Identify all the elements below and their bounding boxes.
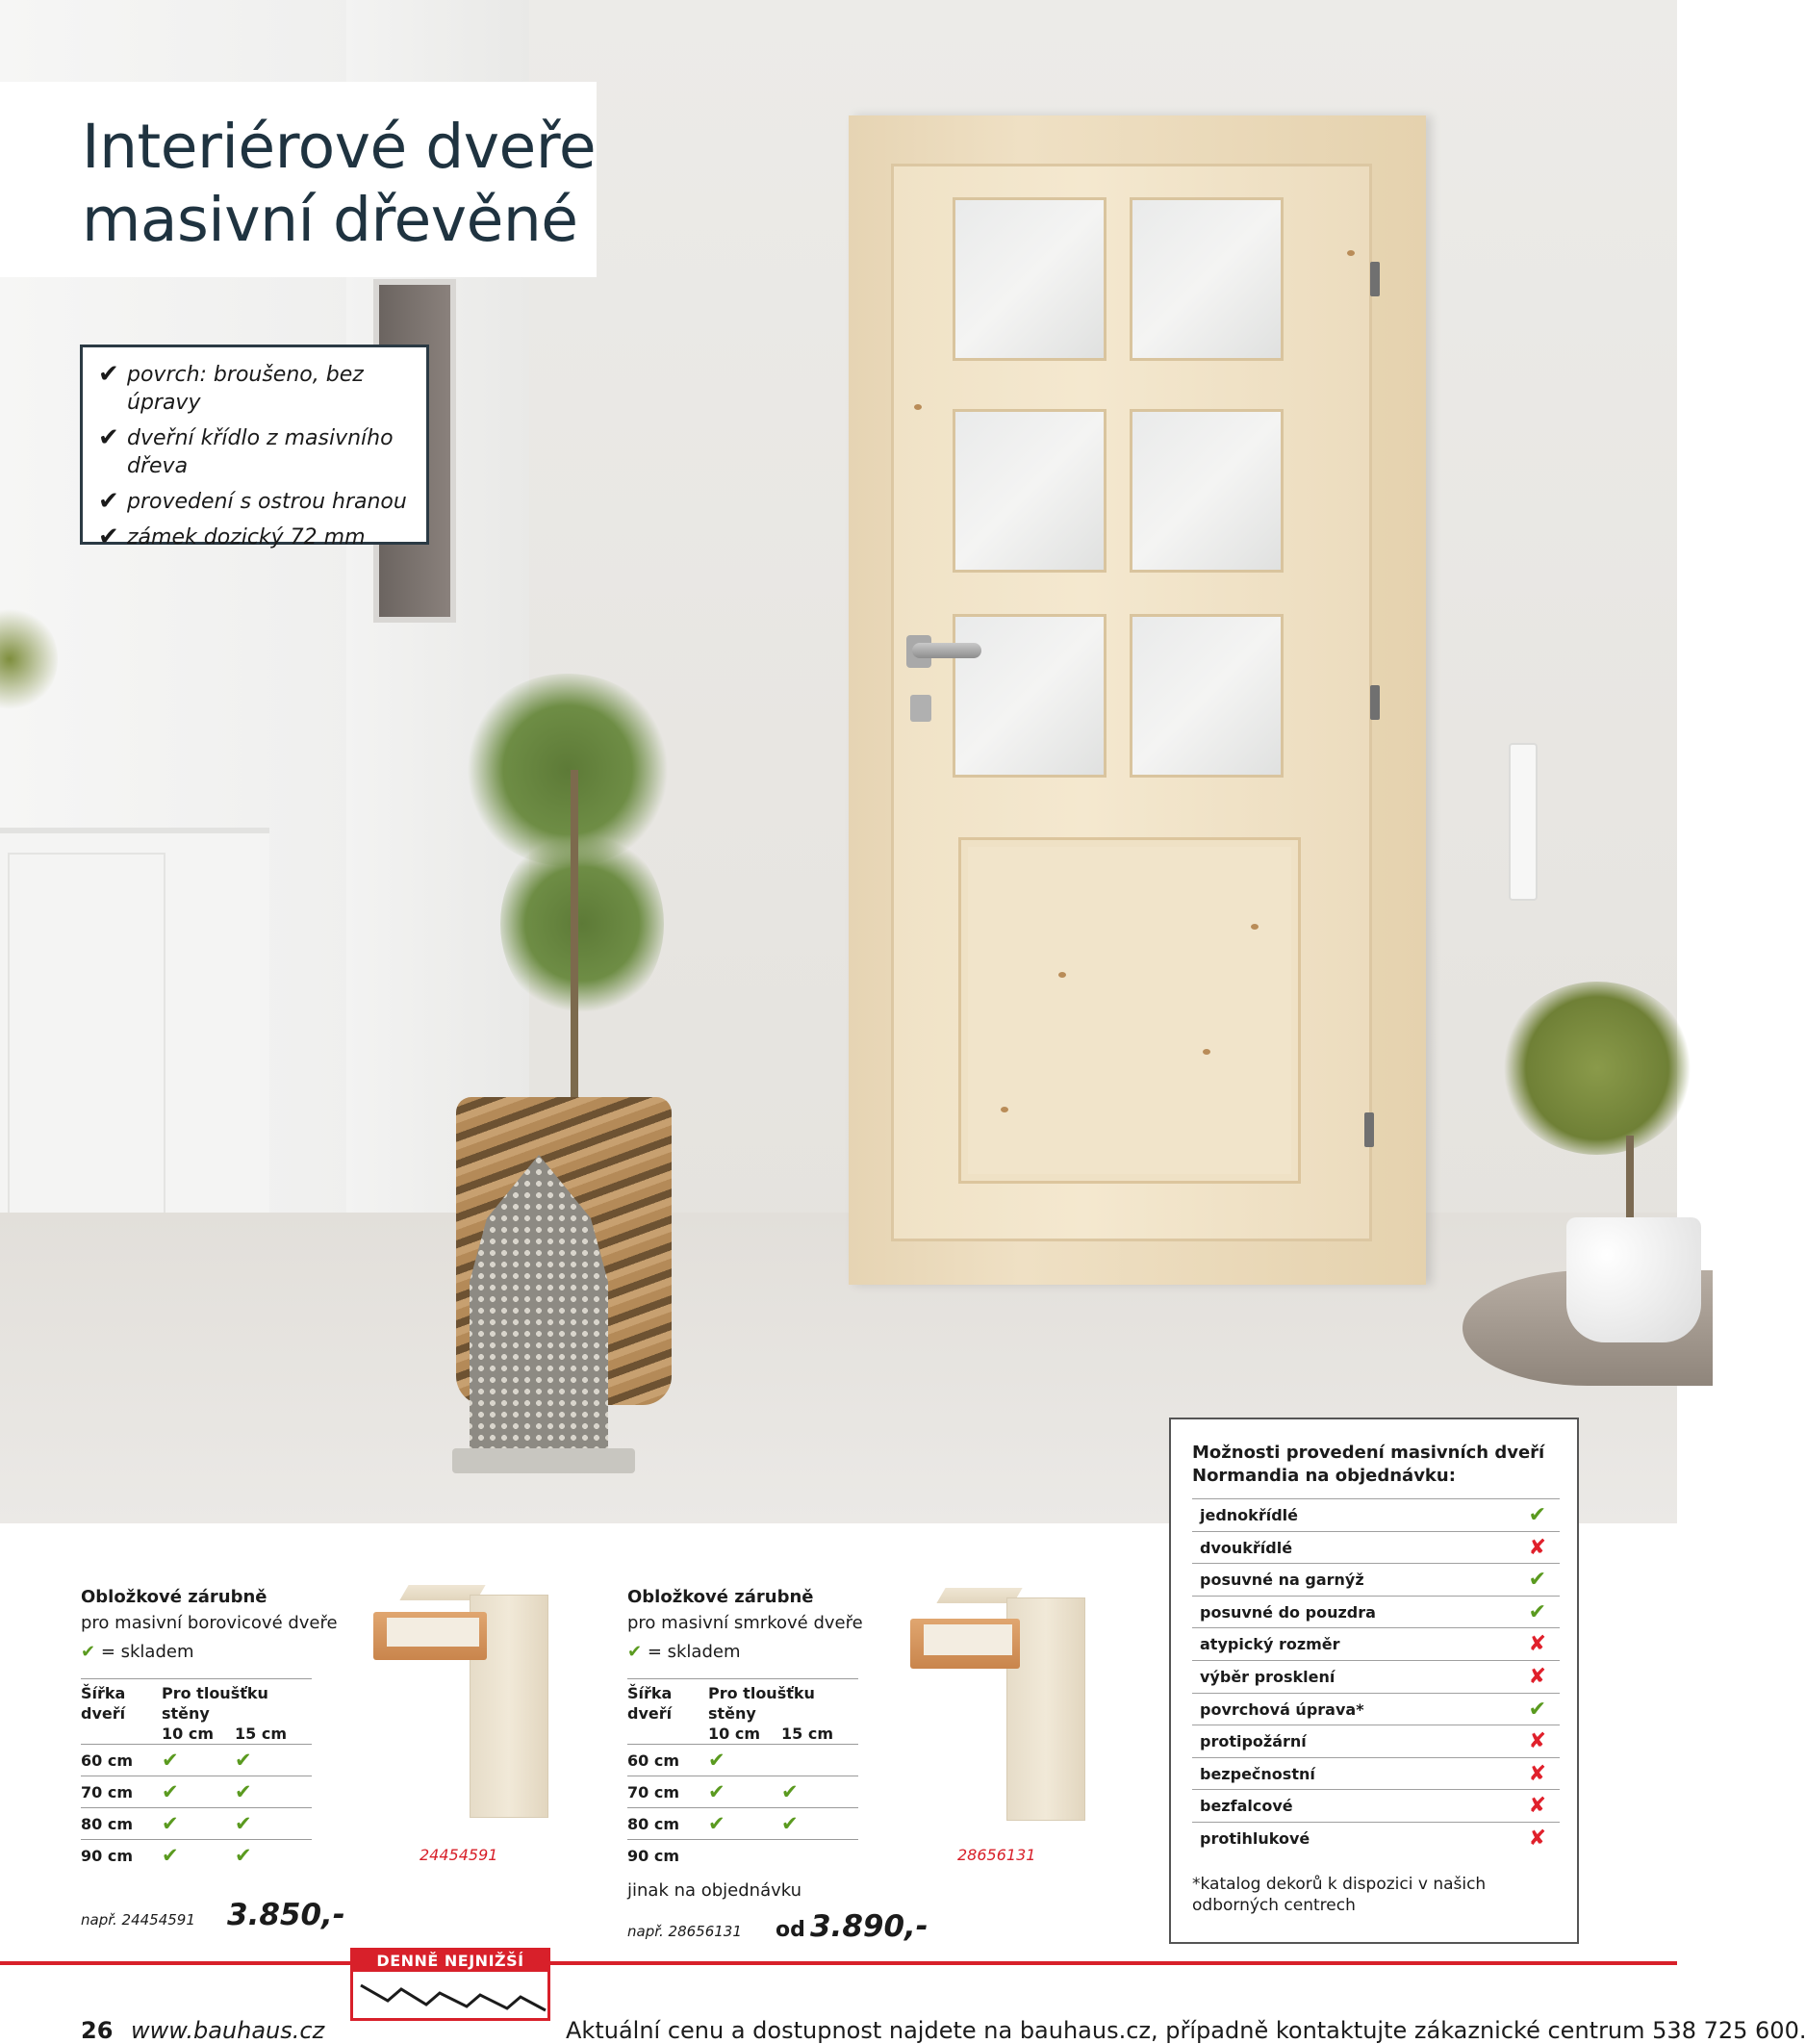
light-switch bbox=[1509, 743, 1538, 901]
size-row bbox=[81, 1745, 312, 1776]
product-title: Obložkové zárubně bbox=[627, 1587, 814, 1607]
col-15-header: 15 cm bbox=[235, 1725, 287, 1743]
page-title bbox=[82, 111, 596, 257]
feature-item: ✔ povrch: broušeno, bez úpravy bbox=[98, 360, 364, 415]
option-label: výběr prosklení bbox=[1200, 1668, 1335, 1686]
option-label: jednokřídlé bbox=[1200, 1506, 1298, 1524]
size-width: 70 cm bbox=[627, 1776, 708, 1808]
check-icon: ✔ bbox=[162, 1808, 235, 1840]
title-card bbox=[0, 82, 597, 277]
empty-cell bbox=[781, 1745, 858, 1776]
feature-item: ✔ dveřní křídlo z masivního dřeva bbox=[98, 423, 394, 478]
size-width: 90 cm bbox=[81, 1840, 162, 1872]
size-row bbox=[81, 1840, 312, 1872]
check-icon: ✔ bbox=[98, 523, 119, 551]
option-row bbox=[1192, 1660, 1560, 1693]
option-row bbox=[1192, 1725, 1560, 1757]
features-list bbox=[98, 361, 417, 551]
frame-profile-image-1 bbox=[366, 1583, 577, 1824]
option-row bbox=[1192, 1822, 1560, 1854]
size-row bbox=[627, 1840, 858, 1872]
product-2 bbox=[627, 1586, 863, 1901]
check-icon: ✔ bbox=[627, 1642, 643, 1662]
order-note: jinak na objednávku bbox=[627, 1880, 802, 1901]
cross-icon: ✘ bbox=[1528, 1632, 1546, 1657]
price-chart-icon bbox=[359, 1976, 547, 2018]
cross-icon: ✘ bbox=[1528, 1761, 1546, 1786]
check-icon: ✔ bbox=[1528, 1697, 1546, 1722]
stock-legend: ✔ = skladem bbox=[627, 1642, 741, 1662]
product-2-price-row bbox=[627, 1909, 928, 1944]
cross-icon: ✘ bbox=[1528, 1794, 1546, 1819]
check-icon: ✔ bbox=[162, 1776, 235, 1808]
options-box bbox=[1169, 1418, 1579, 1944]
check-icon: ✔ bbox=[235, 1776, 312, 1808]
product-subtitle: pro masivní borovicové dveře bbox=[81, 1613, 338, 1633]
stock-legend: ✔ = skladem bbox=[81, 1642, 194, 1662]
door-handle bbox=[912, 643, 981, 658]
frame-profile-image-2 bbox=[903, 1586, 1114, 1827]
col-15-header: 15 cm bbox=[781, 1725, 833, 1743]
size-row bbox=[627, 1776, 858, 1808]
size-row bbox=[627, 1745, 858, 1776]
cross-icon: ✘ bbox=[1528, 1729, 1546, 1754]
option-label: bezpečnostní bbox=[1200, 1764, 1315, 1783]
badge-label: DENNĚ NEJNIŽŠÍ CENY bbox=[353, 1951, 547, 1972]
product-subtitle: pro masivní smrkové dveře bbox=[627, 1613, 863, 1633]
footer-disclaimer: Aktuální cenu a dostupnost najdete na bauhaus.cz, případně kontaktujte zákaznické centrum 538 725 600. bbox=[566, 2017, 1806, 2044]
check-icon: ✔ bbox=[98, 423, 119, 452]
empty-cell bbox=[708, 1840, 781, 1872]
size-width: 80 cm bbox=[627, 1808, 708, 1840]
price: 3.850,- bbox=[227, 1898, 345, 1932]
sizes-table bbox=[627, 1678, 858, 1871]
col-10-header: 10 cm bbox=[708, 1725, 760, 1743]
size-width: 60 cm bbox=[627, 1745, 708, 1776]
check-icon: ✔ bbox=[98, 360, 119, 389]
size-width: 70 cm bbox=[81, 1776, 162, 1808]
option-label: protihlukové bbox=[1200, 1829, 1310, 1848]
title-line-2: masivní dřevěné bbox=[82, 185, 578, 255]
check-icon: ✔ bbox=[235, 1840, 312, 1872]
title-line-1: Interiérové dveře bbox=[82, 112, 597, 182]
check-icon: ✔ bbox=[162, 1840, 235, 1872]
empty-cell bbox=[781, 1840, 858, 1872]
option-row bbox=[1192, 1563, 1560, 1596]
price-prefix: od bbox=[776, 1918, 805, 1942]
cross-icon: ✘ bbox=[1528, 1535, 1546, 1560]
check-icon: ✔ bbox=[781, 1776, 858, 1808]
check-icon: ✔ bbox=[98, 487, 119, 516]
option-label: dvoukřídlé bbox=[1200, 1538, 1293, 1557]
option-row bbox=[1192, 1757, 1560, 1790]
sku-2: 28656131 bbox=[957, 1846, 1036, 1864]
sizes-table bbox=[81, 1678, 312, 1871]
check-icon: ✔ bbox=[708, 1808, 781, 1840]
website-link[interactable]: www.bauhaus.cz bbox=[131, 2017, 325, 2044]
price-note: např. 28656131 bbox=[627, 1923, 742, 1940]
product-title: Obložkové zárubně bbox=[81, 1587, 267, 1607]
option-row bbox=[1192, 1596, 1560, 1628]
option-row bbox=[1192, 1498, 1560, 1531]
option-row bbox=[1192, 1693, 1560, 1725]
size-width: 60 cm bbox=[81, 1745, 162, 1776]
check-icon: ✔ bbox=[781, 1808, 858, 1840]
cross-icon: ✘ bbox=[1528, 1665, 1546, 1689]
check-icon: ✔ bbox=[81, 1642, 96, 1662]
option-label: bezfalcové bbox=[1200, 1797, 1293, 1816]
options-footnote: *katalog dekorů k dispozici v našich odborných centrech bbox=[1192, 1875, 1487, 1915]
size-row bbox=[627, 1808, 858, 1840]
price: 3.890,- bbox=[809, 1909, 928, 1944]
options-title: Možnosti provedení masivních dveří Normandia na objednávku: bbox=[1192, 1443, 1545, 1486]
option-label: atypický rozměr bbox=[1200, 1635, 1340, 1654]
product-1 bbox=[81, 1586, 338, 1871]
check-icon: ✔ bbox=[1528, 1503, 1546, 1527]
size-row bbox=[81, 1808, 312, 1840]
col-width-header: Šířka dveří bbox=[81, 1679, 162, 1745]
plant-pot bbox=[1566, 1217, 1701, 1342]
check-icon: ✔ bbox=[1528, 1599, 1546, 1624]
check-icon: ✔ bbox=[1528, 1568, 1546, 1593]
option-label: posuvné do pouzdra bbox=[1200, 1602, 1376, 1622]
size-row bbox=[81, 1776, 312, 1808]
check-icon: ✔ bbox=[235, 1745, 312, 1776]
product-1-price-row bbox=[81, 1898, 345, 1932]
option-label: povrchová úprava* bbox=[1200, 1699, 1364, 1719]
col-group-header: Pro tloušťku stěny bbox=[708, 1679, 858, 1725]
lowest-price-badge bbox=[350, 1948, 550, 2021]
option-label: protipožární bbox=[1200, 1732, 1307, 1751]
feature-item: ✔ zámek dozický 72 mm bbox=[98, 523, 366, 551]
option-row bbox=[1192, 1789, 1560, 1822]
page-number: 26 bbox=[81, 2017, 114, 2044]
footer-rule bbox=[0, 1961, 1677, 1965]
option-row bbox=[1192, 1531, 1560, 1564]
feature-item: ✔ provedení s ostrou hranou bbox=[98, 487, 407, 516]
option-label: posuvné na garnýž bbox=[1200, 1571, 1364, 1590]
cross-icon: ✘ bbox=[1528, 1827, 1546, 1851]
price-note: např. 24454591 bbox=[81, 1911, 195, 1929]
size-width: 80 cm bbox=[81, 1808, 162, 1840]
sku-1: 24454591 bbox=[420, 1846, 498, 1864]
col-group-header: Pro tloušťku stěny bbox=[162, 1679, 312, 1725]
option-row bbox=[1192, 1627, 1560, 1660]
check-icon: ✔ bbox=[708, 1776, 781, 1808]
check-icon: ✔ bbox=[708, 1745, 781, 1776]
check-icon: ✔ bbox=[162, 1745, 235, 1776]
col-10-header: 10 cm bbox=[162, 1725, 214, 1743]
col-width-header: Šířka dveří bbox=[627, 1679, 708, 1745]
check-icon: ✔ bbox=[235, 1808, 312, 1840]
features-box bbox=[80, 345, 429, 551]
size-width: 90 cm bbox=[627, 1840, 708, 1872]
